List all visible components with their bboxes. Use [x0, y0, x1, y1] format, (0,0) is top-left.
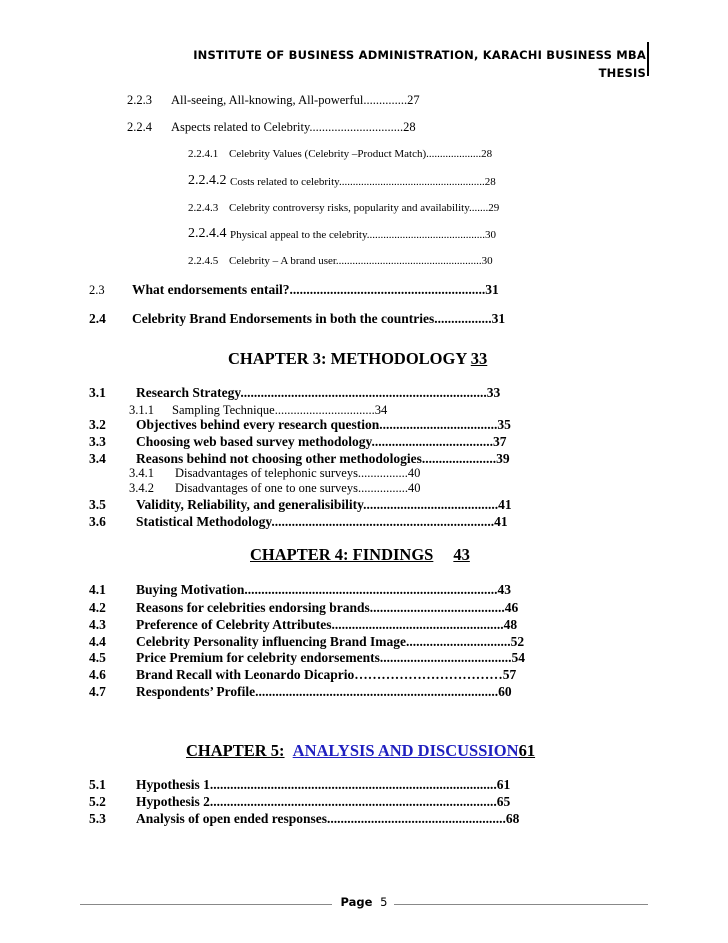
toc-entry[interactable]: All-seeing, All-knowing, All-powerful..............27: [171, 93, 420, 107]
toc-entry[interactable]: Costs related to celebrity.....................................................28: [230, 176, 496, 188]
header-line-2: THESIS: [598, 66, 646, 80]
page-number: 5: [380, 895, 388, 909]
toc-num: 4.1: [89, 582, 106, 597]
toc-entry[interactable]: What endorsements entail?..........................................................31: [132, 282, 499, 297]
toc-entry[interactable]: Celebrity Values (Celebrity –Product Match)....................28: [229, 148, 493, 160]
page-label: Page: [340, 895, 373, 909]
toc-num: 4.7: [89, 684, 106, 699]
chapter-5-page: 61: [518, 741, 536, 760]
toc-entry[interactable]: Celebrity Brand Endorsements in both the countries.................31: [132, 311, 506, 326]
chapter-5-title: ANALYSIS AND DISCUSSION: [292, 741, 519, 760]
toc-entry[interactable]: Statistical Methodology..................................................................41: [136, 514, 508, 529]
chapter-5-heading[interactable]: [186, 741, 535, 761]
header-divider: [647, 42, 649, 76]
toc-num: 4.3: [89, 617, 106, 632]
toc-num: 3.4: [89, 451, 106, 466]
toc-entry[interactable]: Celebrity – A brand user.....................................................30: [229, 255, 493, 267]
toc-entry[interactable]: Validity, Reliability, and generalisibility........................................41: [136, 497, 512, 512]
toc-num: 2.4: [89, 311, 106, 326]
toc-entry[interactable]: Respondents’ Profile........................................................................60: [136, 684, 512, 699]
toc-num: 5.3: [89, 811, 106, 826]
chapter-3-heading[interactable]: [228, 349, 487, 369]
toc-num: 4.5: [89, 650, 106, 665]
toc-entry[interactable]: Choosing web based survey methodology....................................37: [136, 434, 507, 449]
toc-num: 4.6: [89, 667, 106, 682]
page-header: [126, 46, 646, 82]
toc-num: 2.2.4.3: [188, 202, 219, 214]
toc-entry[interactable]: Sampling Technique................................34: [172, 403, 388, 417]
toc-num: 5.2: [89, 794, 106, 809]
toc-num: 4.4: [89, 634, 106, 649]
chapter-3-page: 33: [470, 349, 488, 368]
toc-num: 5.1: [89, 777, 106, 792]
page-footer: [0, 895, 728, 909]
toc-entry[interactable]: Reasons behind not choosing other methodologies......................39: [136, 451, 510, 466]
toc-num: 2.2.4.2: [188, 173, 227, 188]
toc-num: 2.2.4: [127, 120, 152, 134]
toc-entry[interactable]: Brand Recall with Leonardo Dicaprio……………………………57: [136, 667, 517, 682]
chapter-4-page: 43: [453, 545, 470, 564]
toc-entry[interactable]: Disadvantages of one to one surveys................40: [175, 481, 421, 495]
chapter-4-title: CHAPTER 4: FINDINGS: [250, 545, 434, 564]
toc-entry[interactable]: Price Premium for celebrity endorsements.......................................54: [136, 650, 526, 665]
toc-num: 3.1: [89, 385, 106, 400]
toc-num: 3.2: [89, 417, 106, 432]
toc-num: 3.5: [89, 497, 106, 512]
toc-entry[interactable]: Analysis of open ended responses.....................................................68: [136, 811, 520, 826]
toc-num: 3.6: [89, 514, 106, 529]
toc-num: 2.2.4.1: [188, 148, 219, 160]
toc-num: 3.4.1: [129, 466, 154, 480]
toc-num: 2.2.3: [127, 93, 152, 107]
toc-entry[interactable]: Aspects related to Celebrity..............................28: [171, 120, 416, 134]
toc-num: 3.1.1: [129, 403, 154, 417]
toc-entry[interactable]: Buying Motivation...........................................................................43: [136, 582, 512, 597]
toc-entry[interactable]: Celebrity controversy risks, popularity and availability.......29: [229, 202, 500, 214]
toc-num: 2.2.4.5: [188, 255, 219, 267]
chapter-4-heading[interactable]: [250, 545, 470, 565]
chapter-5-label: CHAPTER 5:: [186, 741, 285, 760]
toc-entry[interactable]: Research Strategy.........................................................................33: [136, 385, 501, 400]
toc-entry[interactable]: Celebrity Personality influencing Brand Image...............................52: [136, 634, 525, 649]
toc-entry[interactable]: Preference of Celebrity Attributes...................................................48: [136, 617, 518, 632]
toc-entry[interactable]: Hypothesis 1.....................................................................................61: [136, 777, 511, 792]
toc-entry[interactable]: Objectives behind every research question...................................35: [136, 417, 511, 432]
toc-num: 2.2.4.4: [188, 226, 227, 241]
toc-entry[interactable]: Reasons for celebrities endorsing brands........................................46: [136, 600, 519, 615]
chapter-3-title: CHAPTER 3: METHODOLOGY: [228, 349, 467, 368]
toc-num: 3.4.2: [129, 481, 154, 495]
toc-entry[interactable]: Hypothesis 2.....................................................................................65: [136, 794, 511, 809]
toc-entry[interactable]: Physical appeal to the celebrity...........................................30: [230, 229, 496, 241]
toc-num: 2.3: [89, 283, 105, 297]
toc-entry[interactable]: Disadvantages of telephonic surveys................40: [175, 466, 421, 480]
toc-num: 3.3: [89, 434, 106, 449]
header-line-1: INSTITUTE OF BUSINESS ADMINISTRATION, KARACHI BUSINESS MBA: [193, 48, 646, 62]
toc-num: 4.2: [89, 600, 106, 615]
